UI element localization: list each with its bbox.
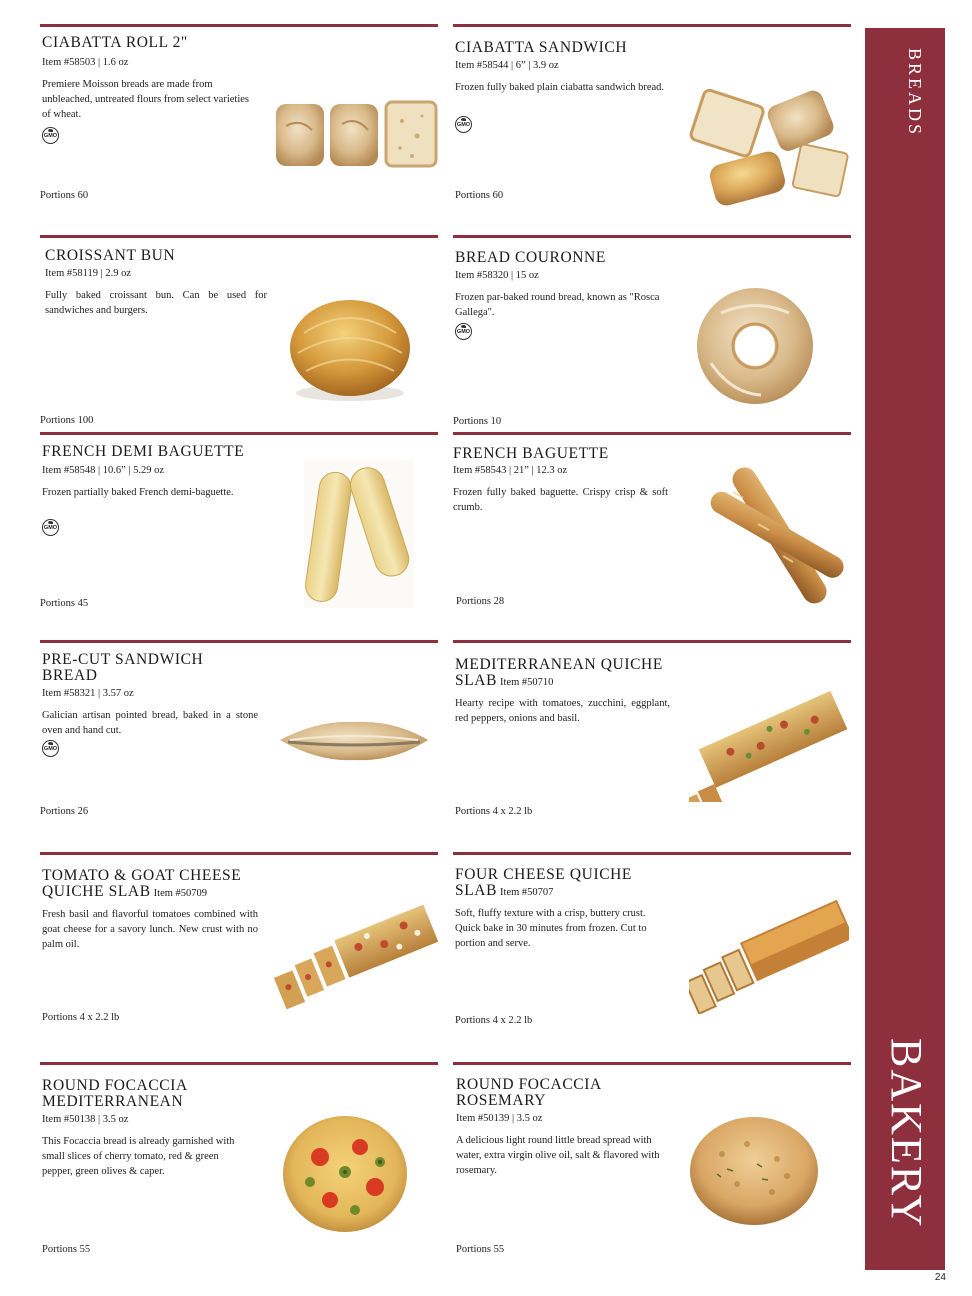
page-number: 24 — [934, 1272, 946, 1283]
card-divider — [40, 640, 438, 643]
french-baguette-image — [703, 462, 851, 612]
product-portions: Portions 4 x 2.2 lb — [455, 806, 533, 817]
product-card-ciabatta-roll — [40, 24, 438, 214]
card-divider — [453, 24, 851, 27]
card-divider — [453, 852, 851, 855]
product-title: CROISSANT BUN — [45, 247, 176, 264]
product-portions: Portions 55 — [456, 1244, 505, 1255]
product-sku: Item #58548 | 10.6” | 5.29 oz — [42, 465, 165, 476]
pre-cut-sandwich-bread-image — [278, 718, 430, 764]
product-description: Hearty recipe with tomatoes, zucchini, eggplant, red peppers, onions and basil. — [455, 698, 670, 724]
product-card-tomato-goat-cheese-quiche-slab — [40, 852, 438, 1024]
product-portions: Portions 4 x 2.2 lb — [42, 1012, 120, 1023]
product-title: MEDITERRANEAN QUICHE SLAB Item #50710 — [455, 656, 663, 689]
product-sku: Item #50139 | 3.5 oz — [456, 1113, 543, 1124]
product-description: A delicious light round little bread spread with water, extra virgin olive oil, salt & flavored with rosemary. — [456, 1135, 660, 1176]
product-sku: Item #58119 | 2.9 oz — [45, 268, 131, 279]
product-portions: Portions 60 — [40, 190, 89, 201]
non-gmo-icon: GMO — [42, 740, 59, 757]
product-description: Frozen fully baked baguette. Crispy crisp & soft crumb. — [453, 487, 668, 513]
non-gmo-icon: GMO — [42, 519, 59, 536]
product-card-mediterranean-quiche-slab — [453, 640, 851, 818]
product-title: FRENCH BAGUETTE — [453, 445, 609, 462]
product-card-croissant-bun — [40, 235, 438, 425]
product-sku: Item #50707 — [500, 887, 554, 898]
product-portions: Portions 60 — [455, 190, 504, 201]
product-card-french-baguette — [453, 432, 851, 610]
product-card-ciabatta-sandwich — [453, 24, 851, 214]
product-description: Fresh basil and flavorful tomatoes combined with goat cheese for a savory lunch. New crust with no palm oil. — [42, 909, 258, 950]
product-portions: Portions 45 — [40, 598, 89, 609]
four-cheese-quiche-slab-image — [689, 894, 849, 1014]
product-title: BREAD COURONNE — [455, 249, 606, 266]
product-description: Frozen fully baked plain ciabatta sandwich bread. — [455, 82, 665, 93]
product-sku: Item #58321 | 3.57 oz — [42, 688, 134, 699]
product-card-french-demi-baguette — [40, 432, 438, 610]
product-sku: Item #58320 | 15 oz — [455, 270, 539, 281]
card-divider — [40, 432, 438, 435]
tomato-goat-cheese-quiche-slab-image — [270, 894, 438, 1010]
product-card-round-focaccia-mediterranean — [40, 1062, 438, 1256]
product-portions: Portions 55 — [42, 1244, 91, 1255]
product-sku: Item #50138 | 3.5 oz — [42, 1114, 129, 1125]
round-focaccia-rosemary-image — [687, 1114, 821, 1228]
card-divider — [40, 1062, 438, 1065]
product-card-four-cheese-quiche-slab — [453, 852, 851, 1027]
ciabatta-sandwich-image — [683, 86, 851, 206]
product-sku: Item #58544 | 6” | 3.9 oz — [455, 60, 559, 71]
category-label: BAKERY — [882, 1038, 931, 1229]
card-divider — [40, 24, 438, 27]
non-gmo-icon: GMO — [42, 127, 59, 144]
product-sku: Item #58543 | 21” | 12.3 oz — [453, 465, 568, 476]
product-title: FOUR CHEESE QUICHE SLAB Item #50707 — [455, 866, 633, 899]
product-portions: Portions 100 — [40, 415, 94, 426]
product-description: Premiere Moisson breads are made from unbleached, untreated flours from select varieties of wheat. — [42, 79, 249, 120]
product-sku: Item #50709 — [153, 888, 208, 899]
mediterranean-quiche-slab-image — [689, 680, 849, 802]
product-description: Fully baked croissant bun. Can be used for sandwiches and burgers. — [45, 290, 267, 316]
card-divider — [453, 235, 851, 238]
product-description: This Focaccia bread is already garnished with small slices of cherry tomato, red & green pepper, green olives & caper. — [42, 1136, 235, 1177]
product-title: FRENCH DEMI BAGUETTE — [42, 443, 245, 460]
card-divider — [453, 1062, 851, 1065]
product-portions: Portions 10 — [453, 416, 502, 427]
product-title: TOMATO & GOAT CHEESE QUICHE SLAB Item #50709 — [42, 867, 242, 900]
product-title: CIABATTA SANDWICH — [455, 39, 628, 56]
card-divider — [453, 432, 851, 435]
product-sku: Item #50710 — [500, 677, 554, 688]
product-portions: Portions 28 — [456, 596, 505, 607]
french-demi-baguette-image — [304, 460, 414, 608]
card-divider — [453, 640, 851, 643]
card-divider — [40, 235, 438, 238]
bread-couronne-image — [691, 283, 819, 409]
product-card-pre-cut-sandwich-bread — [40, 640, 438, 818]
product-card-round-focaccia-rosemary — [453, 1062, 851, 1256]
product-portions: Portions 26 — [40, 806, 89, 817]
card-divider — [40, 852, 438, 855]
non-gmo-icon: GMO — [455, 323, 472, 340]
ciabatta-roll-image — [272, 96, 440, 172]
product-portions: Portions 4 x 2.2 lb — [455, 1015, 533, 1026]
product-sku: Item #58503 | 1.6 oz — [42, 57, 129, 68]
product-title: CIABATTA ROLL 2" — [42, 34, 188, 51]
product-description: Frozen partially baked French demi-baguette. — [42, 487, 234, 498]
non-gmo-icon: GMO — [455, 116, 472, 133]
product-card-bread-couronne — [453, 235, 851, 425]
product-title: ROUND FOCACCIA ROSEMARY — [456, 1076, 601, 1109]
product-description: Soft, fluffy texture with a crisp, buttery crust. Quick bake in 30 minutes from frozen. Cut to portion and serve. — [455, 908, 647, 949]
product-title: PRE-CUT SANDWICH BREAD — [42, 651, 204, 684]
product-title: ROUND FOCACCIA MEDITERRANEAN — [42, 1077, 187, 1110]
product-description: Frozen par-baked round bread, known as "Rosca Gallega". — [455, 292, 660, 318]
product-description: Galician artisan pointed bread, baked in a stone oven and hand cut. — [42, 710, 258, 736]
round-focaccia-mediterranean-image — [280, 1112, 410, 1236]
croissant-bun-image — [284, 293, 416, 405]
category-sidebar — [865, 28, 945, 1270]
section-label: BREADS — [905, 48, 925, 138]
